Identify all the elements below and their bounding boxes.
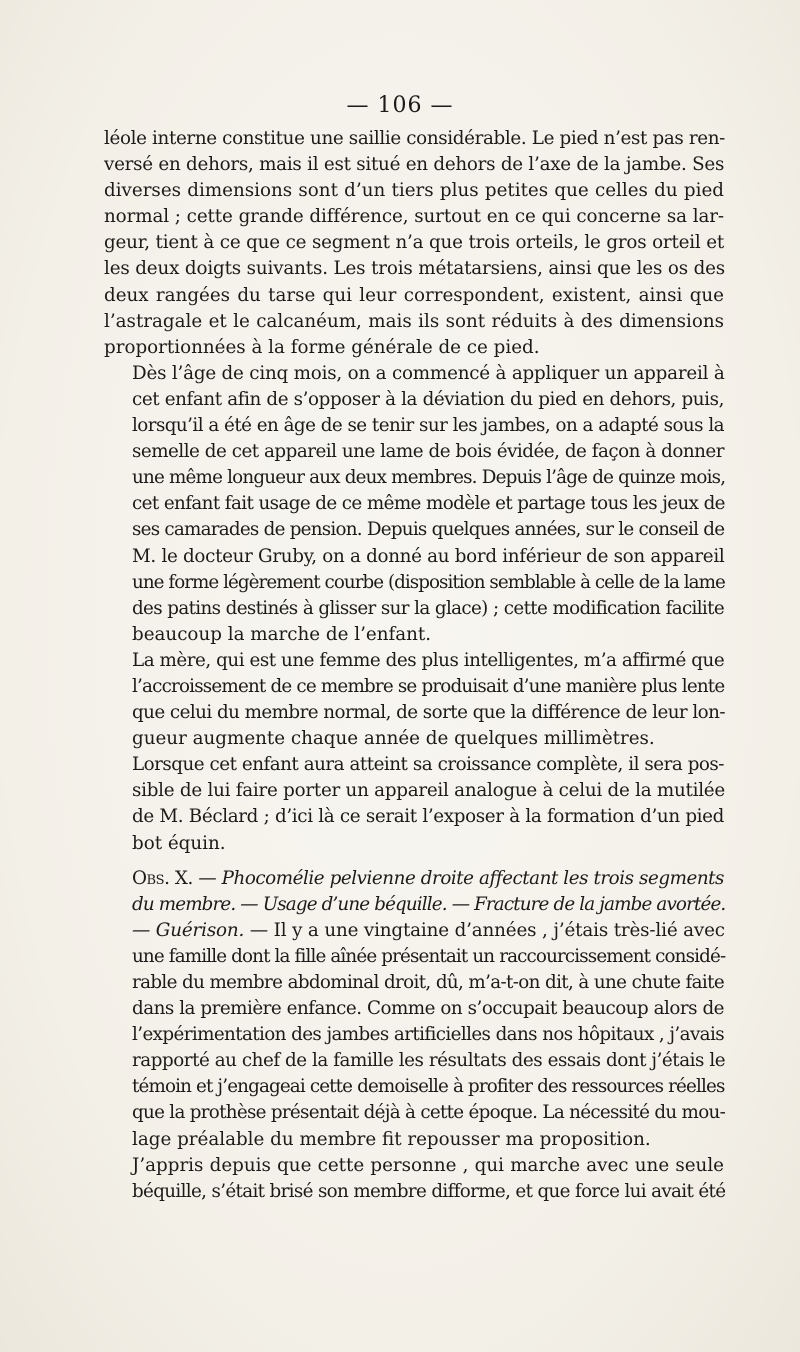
text-line: geur, tient à ce que ce segment n’a que trois orteils, le gros orteil et [104,232,724,254]
text-line: une même longueur aux deux membres. Depuis l’âge de quinze mois, [132,467,726,489]
text-line: J’appris depuis que cette personne , qui marche avec une seule [132,1154,724,1176]
text-line: normal ; cette grande différence, surtout en ce qui concerne sa lar- [104,206,724,228]
observation-outcome: — Guérison. [132,919,245,941]
observation-x [104,866,724,1153]
text-line: des patins destinés à glisser sur la glace) ; cette modification facilite [132,597,724,619]
text-line: semelle de cet appareil une lame de bois évidée, de façon à donner [132,441,724,463]
text-fragment: — Il y a une vingtaine d’années , j’étais très-lié avec [249,919,725,941]
text-line: témoin et j’engageai cette demoiselle à profiter des ressources réelles [132,1076,725,1098]
observation-title-line: du membre. — Usage d’une béquille. — Fracture de la jambe avortée. [132,893,726,915]
paragraph-continued [104,126,724,361]
text-line: cet enfant fait usage de ce même modèle et partage tous les jeux de [132,493,725,515]
text-line: Dès l’âge de cinq mois, on a commencé à appliquer un appareil à [132,362,725,384]
text-line: une famille dont la fille aînée présentait un raccourcissement considé- [132,945,726,967]
page-body [104,126,724,1205]
text-line: l’accroissement de ce membre se produisait d’une manière plus lente [132,675,725,697]
observation-title-line [104,866,724,892]
text-line: gueur augmente chaque année de quelques millimètres. [132,728,655,750]
observation-title-line [104,918,724,944]
text-line: que celui du membre normal, de sorte que la différence de leur lon- [132,702,725,724]
text-line: lorsqu’il a été en âge de se tenir sur les jambes, on a adapté sous la [132,415,724,437]
text-line: léole interne constitue une saillie considérable. Le pied n’est pas ren- [104,128,725,149]
text-line: proportionnées à la forme générale de ce pied. [104,336,540,358]
text-line: l’expérimentation des jambes artificielles dans nos hôpitaux , j’avais [132,1024,724,1046]
text-line: lage préalable du membre fit repousser ma proposition. [132,1128,651,1150]
text-line: beaucoup la marche de l’enfant. [132,623,432,645]
page-number: — 106 — [346,93,454,118]
text-line: les deux doigts suivants. Les trois métatarsiens, ainsi que les os des [104,258,726,280]
text-line: sible de lui faire porter un appareil analogue à celui de la mutilée [132,780,725,802]
text-line: bot équin. [132,832,226,854]
text-line: que la prothèse présentait déjà à cette époque. La nécessité du mou- [132,1102,726,1124]
text-line: l’astragale et le calcanéum, mais ils sont réduits à des dimensions [104,310,724,332]
observation-label: Obs. X. [132,867,193,889]
text-line: de M. Béclard ; d’ici là ce serait l’exposer à la formation d’un pied [132,806,724,828]
text-line: rapporté au chef de la famille les résultats des essais dont j’étais le [132,1050,726,1072]
paragraph-appliance [104,361,724,648]
paragraph-mother [104,648,724,752]
paragraph-future [104,752,724,856]
text-line: M. le docteur Gruby, on a donné au bord inférieur de son appareil [132,545,725,567]
text-line: diverses dimensions sont d’un tiers plus petites que celles du pied [104,180,724,202]
observation-title: — Phocomélie pelvienne droite affectant les trois segments [198,867,724,889]
text-line: dans la première enfance. Comme on s’occupait beaucoup alors de [132,998,724,1020]
text-line: béquille, s’était brisé son membre difforme, et que force lui avait été [132,1180,726,1202]
text-line: une forme légèrement courbe (disposition semblable à celle de la lame [132,571,725,593]
text-line: versé en dehors, mais il est situé en dehors de l’axe de la jambe. Ses [104,154,725,176]
text-line: ses camarades de pension. Depuis quelques années, sur le conseil de [132,519,725,541]
text-line: deux rangées du tarse qui leur correspondent, existent, ainsi que [104,284,724,306]
text-line: rable du membre abdominal droit, dû, m’a-t-on dit, à une chute faite [132,972,724,993]
text-line: Lorsque cet enfant aura atteint sa croissance complète, il sera pos- [132,754,724,776]
text-line: La mère, qui est une femme des plus intelligentes, m’a affirmé que [132,649,725,671]
paragraph-fracture [104,1153,724,1205]
spacer [104,857,724,866]
text-line: cet enfant afin de s’opposer à la déviation du pied en dehors, puis, [132,388,724,410]
